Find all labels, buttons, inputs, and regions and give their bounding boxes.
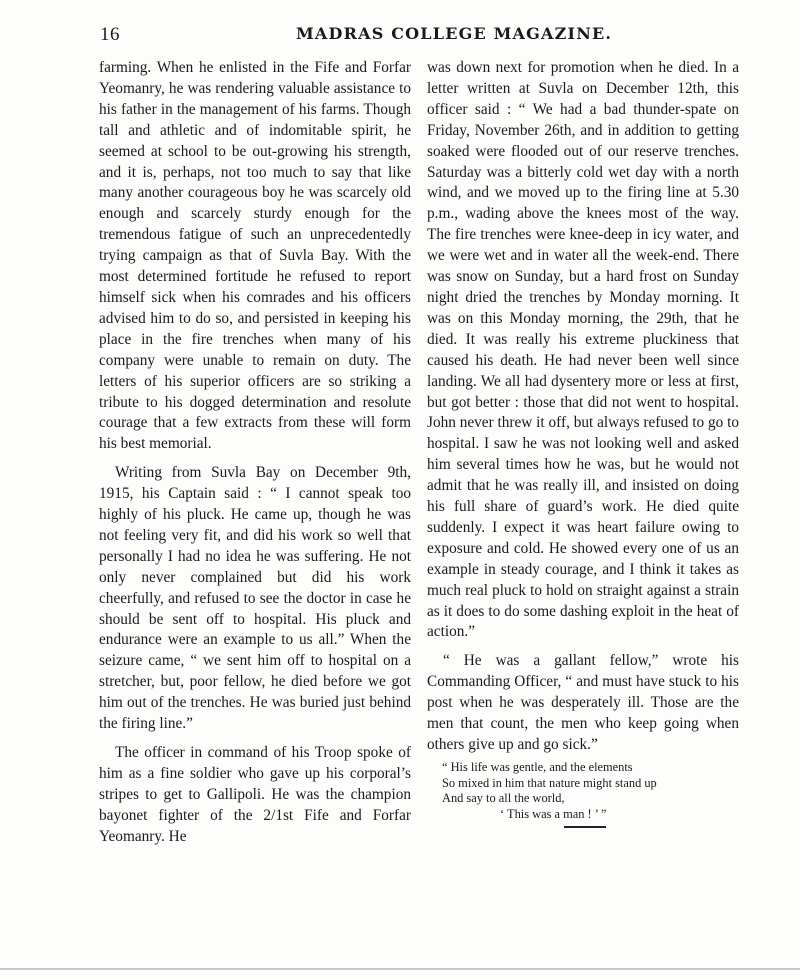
running-title: MADRAS COLLEGE MAGAZINE.: [296, 24, 613, 43]
left-column: [99, 58, 411, 848]
poem-line: So mixed in him that nature might stand up: [442, 775, 657, 790]
page-edge-divider: [0, 968, 800, 970]
paragraph: The officer in command of his Troop spoke of him as a fine soldier who gave up his corporal’s stripes to get to Gallipoli. He was the champion bayonet fighter of the 2/1st Fife and Forfar Yeomanry. He: [99, 744, 411, 845]
paragraph: Writing from Suvla Bay on December 9th, 1915, his Captain said : “ I cannot speak too highly of his pluck. He came up, though he was not feeling very fit, and did his work so well that personally I had no idea he was suffering. He not only never complained but did his work cheerfully, and refused to see the doctor in case he should be sent off to hospital. His pluck and endurance were an example to us all.” When the seizure came, “ we sent him off to hospital on a stretcher, but, poor fellow, he died before we got him out of the trenches. He was buried just behind the firing line.”: [99, 464, 411, 733]
paragraph: was down next for promotion when he died. In a letter written at Suvla on December 12th, this officer said : “ We had a bad thunder-spate on Friday, November 26th, and in addition to getting soaked were flooded out of our reserve trenches. Saturday was a bitterly cold wet day with a north wind, and we moved up to the firing line at 5.30 p.m., wading above the knees most of the way. The fire trenches were knee-deep in icy water, and we were wet and in water all the week-end. There was snow on Sunday, but a hard frost on Sunday night dried the trenches by Monday morning. It was on this Monday morning, the 29th, that he died. It was really his extreme pluckiness that caused his death. He had never been well since landing. We all had dysentery more or less at first, but got better : those that did not went to hospital. John never threw it off, but always refused to go to hospital. I saw he was not looking well and asked him several times how he was, but he would not admit that he was really ill, and insisted on doing his full share of guard’s work. He died quite suddenly. I expect it was heart failure owing to exposure and cold. He showed every one of us an example in steady courage, and I think it takes as much real pluck to hold on straight against a strain as it does to do some dashing exploit in the heat of action.”: [427, 59, 739, 641]
poem-quotation: [442, 760, 739, 822]
paragraph: “ He was a gallant fellow,” wrote his Commanding Officer, “ and must have stuck to his post when he was desperately ill. Those are the men that count, the men who keep going when others give up and go sick.”: [427, 652, 739, 753]
right-column: [427, 58, 739, 828]
page-header: [96, 24, 712, 48]
paragraph: farming. When he enlisted in the Fife and Forfar Yeomanry, he was rendering valuable assistance to his father in the management of his farms. Though tall and athletic and of indomitable spirit, he seemed at school to be out-growing his strength, and it is, perhaps, not too much to say that like many another courageous boy he was scarcely old enough and scarcely sturdy enough for the tremendous fatigue of such an unprecedentedly trying campaign as that of Suvla Bay. With the most determined fortitude he refused to report himself sick when his comrades and his officers advised him to do so, and persisted in keeping his place in the fire trenches when many of his company were unable to remain on duty. The letters of his superior officers are so striking a tribute to his dogged determination and resolute courage that a few extracts from these will form his best memorial.: [99, 59, 411, 453]
poem-line: “ His life was gentle, and the elements: [442, 759, 633, 774]
page-number: 16: [100, 24, 120, 45]
closing-rule: [564, 826, 606, 828]
poem-line: And say to all the world,: [442, 791, 565, 806]
poem-line: ‘ This was a man ! ’ ”: [500, 806, 607, 821]
